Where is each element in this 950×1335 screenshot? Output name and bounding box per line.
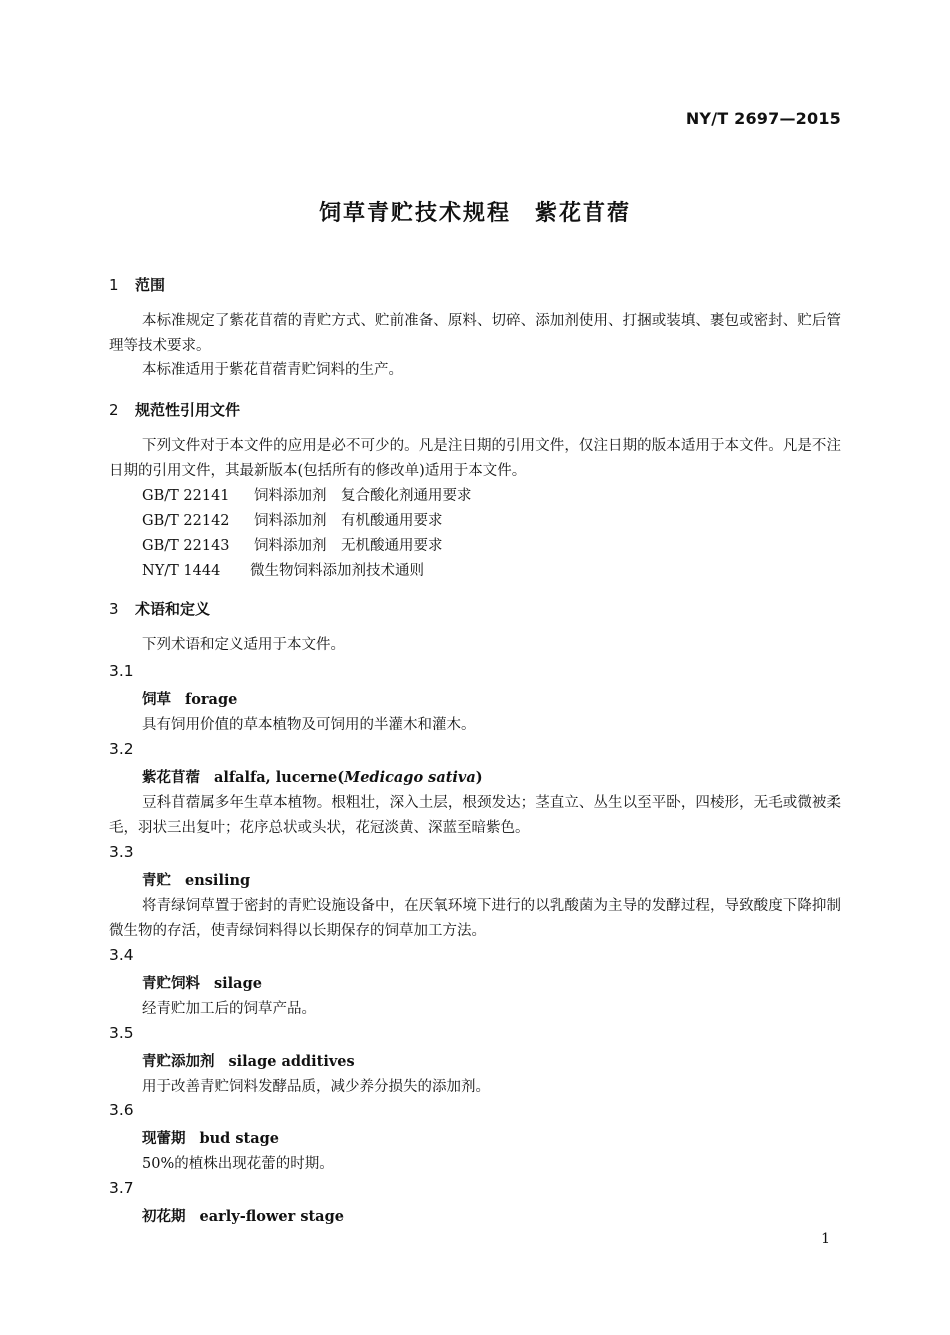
reference-item [142, 484, 472, 505]
term-zh: 青贮添加剂 [142, 1054, 215, 1070]
section-number: 1 [109, 276, 119, 294]
subsection-number: 3.1 [109, 662, 134, 680]
term-en: silage additives [228, 1053, 355, 1070]
term-en-italic: Medicago sativa [344, 769, 476, 786]
reference-code: GB/T 22142 [142, 513, 230, 529]
subsection-number: 3.2 [109, 740, 134, 758]
term-zh: 青贮 [142, 873, 171, 889]
reference-title: 饲料添加剂 无机酸通用要求 [254, 538, 443, 554]
reference-code: GB/T 22141 [142, 488, 230, 504]
reference-title: 饲料添加剂 有机酸通用要求 [254, 513, 443, 529]
reference-code: GB/T 22143 [142, 538, 230, 554]
paragraph: 本标准适用于紫花苜蓿青贮饲料的生产。 [142, 362, 403, 378]
subsection-number: 3.7 [109, 1179, 134, 1197]
term-en: bud stage [199, 1130, 279, 1147]
section-title: 术语和定义 [135, 600, 211, 618]
reference-item [142, 559, 424, 580]
term-en: ensiling [185, 872, 251, 889]
term-en-close: ) [475, 769, 483, 786]
subsection-number: 3.4 [109, 946, 134, 964]
term-en [214, 769, 483, 786]
term-definition: 将青绿饲草置于密封的青贮设施设备中，在厌氧环境下进行的以乳酸菌为主导的发酵过程，导致酸度下降抑制微生物的存活，使青绿饲料得以长期保存的饲草加工方法。 [109, 898, 841, 939]
term-zh: 现蕾期 [142, 1131, 186, 1147]
section-title: 规范性引用文件 [135, 401, 241, 419]
paragraph: 本标准规定了紫花苜蓿的青贮方式、贮前准备、原料、切碎、添加剂使用、打捆或装填、裹包或密封、贮后管理等技术要求。 [109, 313, 841, 354]
document-title: 饲草青贮技术规程 紫花苜蓿 [318, 201, 631, 226]
subsection-number: 3.5 [109, 1024, 134, 1042]
term-en: early-flower stage [199, 1208, 344, 1225]
term-definition: 50%的植株出现花蕾的时期。 [142, 1156, 334, 1172]
reference-title: 饲料添加剂 复合酸化剂通用要求 [254, 488, 472, 504]
section-heading [109, 399, 240, 420]
term-definition: 具有饲用价值的草本植物及可饲用的半灌木和灌木。 [142, 717, 476, 733]
term-entry [142, 1205, 344, 1226]
term-en: forage [185, 691, 238, 708]
section-number: 3 [109, 600, 119, 618]
term-entry [142, 1050, 355, 1071]
subsection-number: 3.6 [109, 1101, 134, 1119]
term-definition: 用于改善青贮饲料发酵品质，减少养分损失的添加剂。 [142, 1079, 490, 1095]
term-definition [109, 791, 841, 841]
term-entry [142, 1127, 279, 1148]
reference-code: NY/T 1444 [142, 563, 221, 579]
term-entry [142, 766, 483, 787]
reference-item [142, 534, 443, 555]
section-title: 范围 [135, 276, 166, 294]
term-zh: 青贮饲料 [142, 976, 200, 992]
term-entry [142, 688, 237, 709]
term-zh: 饲草 [142, 692, 171, 708]
reference-title: 微生物饲料添加剂技术通则 [250, 563, 424, 579]
page-number: 1 [821, 1231, 830, 1247]
standard-number: NY/T 2697—2015 [685, 109, 841, 128]
section-heading [109, 274, 165, 295]
paragraph: 下列术语和定义适用于本文件。 [142, 637, 345, 653]
term-entry [142, 972, 262, 993]
term-zh: 紫花苜蓿 [142, 770, 200, 786]
paragraph: 下列文件对于本文件的应用是必不可少的。凡是注日期的引用文件，仅注日期的版本适用于本文件。凡是不注日期的引用文件，其最新版本(包括所有的修改单)适用于本文件。 [109, 438, 841, 479]
section-number: 2 [109, 401, 119, 419]
term-definition: 经青贮加工后的饲草产品。 [142, 1001, 316, 1017]
section-heading [109, 598, 210, 619]
subsection-number: 3.3 [109, 843, 134, 861]
term-entry [142, 869, 250, 890]
reference-item [142, 509, 443, 530]
term-definition-text: 豆科苜蓿属多年生草本植物。根粗壮，深入土层，根颈发达；茎直立、丛生以至平卧，四棱形，无毛或微被柔毛，羽状三出复叶；花序总状或头状，花冠淡黄、深蓝至暗紫色。 [109, 795, 841, 836]
term-en-text: alfalfa, lucerne( [214, 769, 345, 786]
term-en: silage [214, 975, 262, 992]
term-zh: 初花期 [142, 1209, 186, 1225]
